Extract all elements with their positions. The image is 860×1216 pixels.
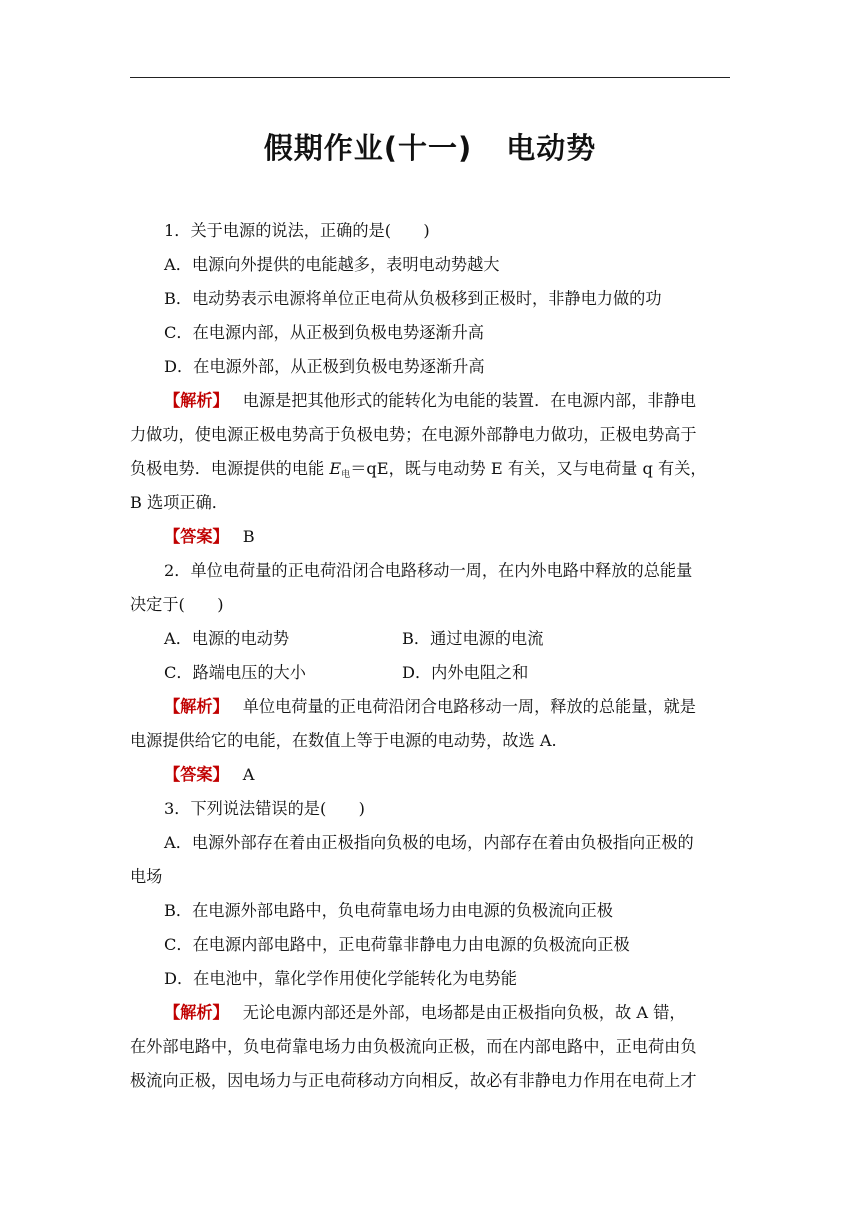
q3-option-d: D．在电池中，靠化学作用使化学能转化为电势能 [164,969,517,988]
q3-option-a: A．电源外部存在着由正极指向负极的电场，内部存在着由负极指向正极的 [164,833,694,852]
q2-analysis-line1 [130,690,730,724]
q2-option-b: B．通过电源的电流 [402,629,544,648]
q1-analysis-text1: 电源是把其他形式的能转化为电能的装置．在电源内部，非静电 [242,391,696,410]
q3-option-a-cont: 电场 [130,867,163,886]
q3-analysis-text1: 无论电源内部还是外部，电场都是由正极指向负极，故 A 错， [242,1003,686,1022]
q1-stem: 1．关于电源的说法，正确的是( ) [164,221,430,240]
q1-analysis-text3: 负极电势．电源提供的电能 [130,459,330,478]
q3-option-b: B．在电源外部电路中，负电荷靠电场力由电源的负极流向正极 [164,901,613,920]
q2-stem-line2: 决定于( ) [130,595,224,614]
analysis-label: 【解析】 [164,697,229,716]
q1-option-b: B．电动势表示电源将单位正电荷从负极移到正极时，非静电力做的功 [164,289,662,308]
formula-rest: ＝qE，既与电动势 E 有关，又与电荷量 q 有关， [350,459,707,478]
q2-analysis-text1: 单位电荷量的正电荷沿闭合电路移动一周，释放的总能量，就是 [242,697,696,716]
page-title [0,126,860,167]
q2-option-d: D．内外电阻之和 [402,663,529,682]
analysis-label: 【解析】 [164,391,229,410]
q2-answer-line [130,758,730,792]
document-body [130,214,730,1098]
title-main: 假期作业(十一) [263,131,473,165]
q2-option-a: A．电源的电动势 [164,629,290,648]
q1-analysis-line2: 力做功，使电源正极电势高于负极电势；在电源外部静电力做功，正极电势高于 [130,425,697,444]
answer-label: 【答案】 [164,765,229,784]
q2-options-row2 [130,656,730,690]
formula-sub: 电 [341,470,351,480]
q2-analysis-line2: 电源提供给它的电能，在数值上等于电源的电动势，故选 A. [130,731,557,750]
q3-option-c: C．在电源内部电路中，正电荷靠非静电力由电源的负极流向正极 [164,935,630,954]
q1-option-d: D．在电源外部，从正极到负极电势逐渐升高 [164,357,485,376]
q2-options-row1 [130,622,730,656]
analysis-label: 【解析】 [164,1003,229,1022]
formula-e: E [329,459,342,478]
q1-option-c: C．在电源内部，从正极到负极电势逐渐升高 [164,323,484,342]
q2-answer: A [242,765,255,784]
q3-analysis-line2: 在外部电路中，负电荷靠电场力由负极流向正极，而在内部电路中，正电荷由负 [130,1037,697,1056]
q1-analysis-line3 [130,452,730,486]
header-rule [130,77,730,78]
q3-analysis-line3: 极流向正极，因电场力与正电荷移动方向相反，故必有非静电力作用在电荷上才 [130,1071,697,1090]
answer-label: 【答案】 [164,527,229,546]
title-topic: 电动势 [506,131,597,165]
q2-stem-line1: 2．单位电荷量的正电荷沿闭合电路移动一周，在内外电路中释放的总能量 [164,561,693,580]
q2-option-c: C．路端电压的大小 [164,663,306,682]
q1-option-a: A．电源向外提供的电能越多，表明电动势越大 [164,255,500,274]
q1-analysis-line4: B 选项正确． [130,493,228,512]
q1-answer: B [242,527,255,546]
q1-answer-line [130,520,730,554]
q1-analysis-line1 [130,384,730,418]
q3-analysis-line1 [130,996,730,1030]
q3-stem: 3．下列说法错误的是( ) [164,799,365,818]
